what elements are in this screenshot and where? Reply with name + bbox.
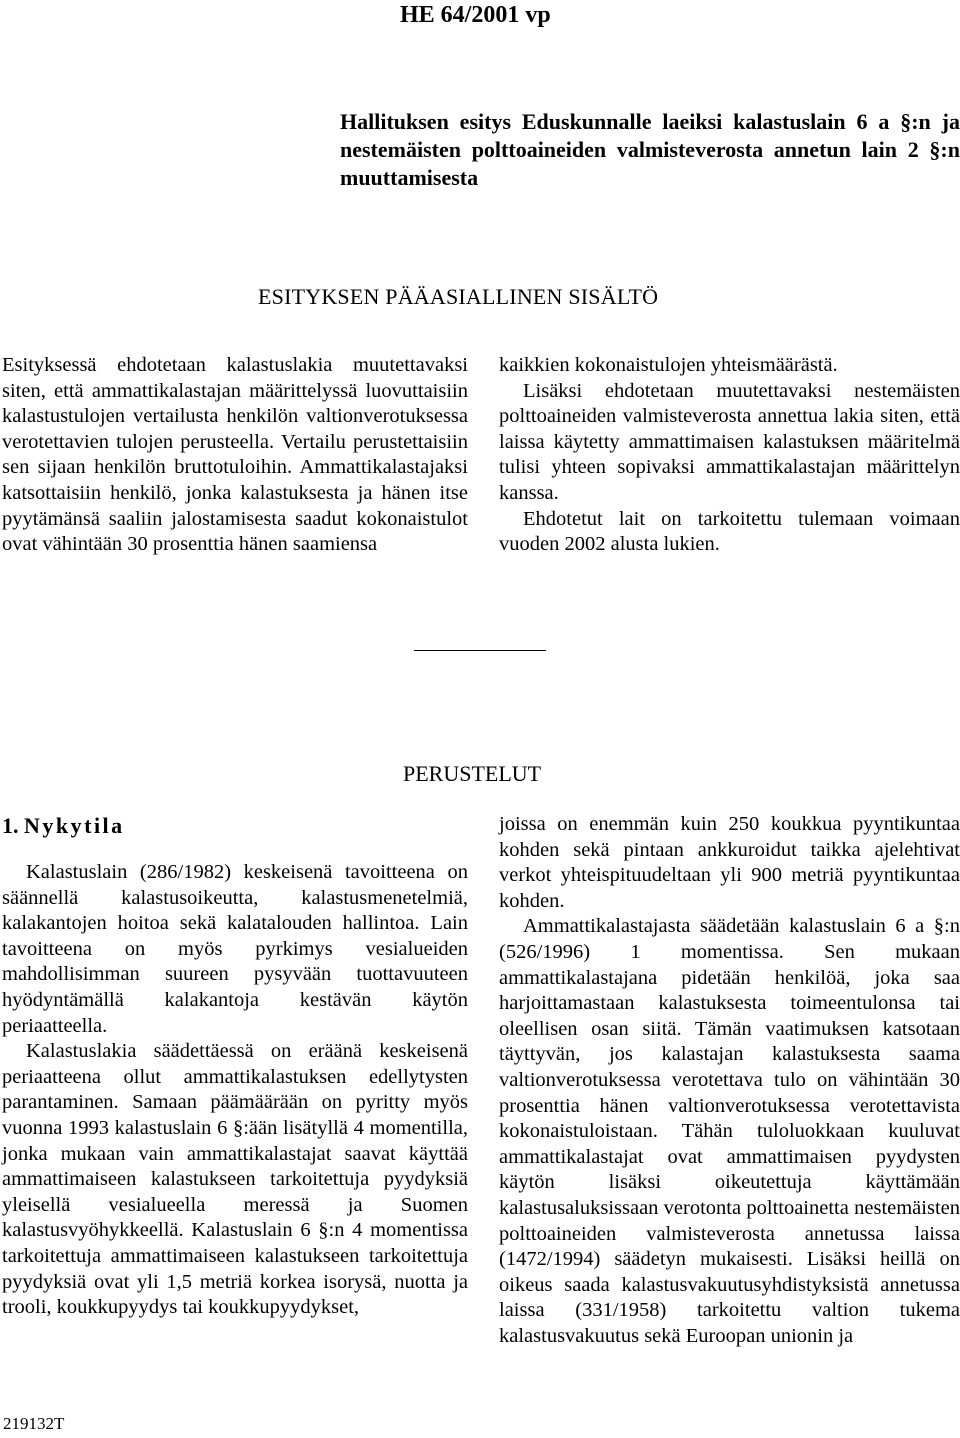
body-right-column [499, 812, 960, 1349]
section-heading [2, 812, 125, 840]
body-paragraph: joissa on enemmän kuin 250 koukkua pyyntikuntaa kohden sekä pintaan ankkuroidut taikka ajelehtivat verkot yhteispituudeltaan yli 900 metriä pyyntikuntaa kohden. [499, 813, 960, 912]
section-number: 1. [2, 813, 19, 838]
summary-heading: ESITYKSEN PÄÄASIALLINEN SISÄLTÖ [258, 284, 659, 309]
document-id: HE 64/2001 vp [400, 2, 551, 28]
summary-paragraph: kaikkien kokonaistulojen yhteismäärästä. [499, 354, 838, 376]
perustelut-heading: PERUSTELUT [403, 761, 542, 786]
body-paragraph: Kalastuslakia säädettäessä on eräänä keskeisenä periaatteena ollut ammattikalastuksen edellytysten parantaminen. Samaan päämäärään on pyritty myös vuonna 1993 kalastuslain 6 §:ään lisätyllä 4 momentilla, jonka mukaan vain ammattikalastajat saavat käyttää ammattimaiseen kalastukseen tarkoitettuja pyydyksiä yleisellä vesialueella meressä ja Suomen kalastusvyöhykkeellä. Kalastuslain 6 §:n 4 momentissa tarkoitettuja ammattimaiseen kalastukseen tarkoitettuja pyydyksiä ovat yli 1,5 metriä korkea isorysä, nuotta ja trooli, koukkupyydys tai koukkupyydykset, [2, 1040, 468, 1319]
footer-code: 219132T [3, 1414, 65, 1433]
summary-paragraph: Ehdotetut lait on tarkoitettu tulemaan voimaan vuoden 2002 alusta lukien. [499, 507, 960, 556]
summary-paragraph: Lisäksi ehdotetaan muutettavaksi nestemäisten polttoaineiden valmisteverosta annettua lakia siten, että laissa käytetty ammattimaisen kalastuksen määritelmä tulisi yhteen sopivaksi ammattikalastajan määrittelyn kanssa. [499, 379, 960, 504]
body-left-column [2, 860, 468, 1321]
section-divider [414, 650, 546, 651]
document-title: Hallituksen esitys Eduskunnalle laeiksi kalastuslain 6 a §:n ja nestemäisten polttoaineiden valmisteverosta annetun lain 2 §:n muuttamisesta [340, 109, 960, 190]
section-title: Nykytila [24, 813, 125, 838]
body-paragraph: Kalastuslain (286/1982) keskeisenä tavoitteena on säännellä kalastusoikeutta, kalastusmenetelmiä, kalakantojen hoitoa sekä kalatalouden hallintoa. Lain tavoitteena on myös pyrkimys vesialueiden mahdollisimman suureen pysyvään tuottavuuteen hyödyntämällä kalakantoja kestävän käytön periaatteella. [2, 861, 468, 1037]
body-paragraph: Ammattikalastajasta säädetään kalastuslain 6 a §:n (526/1996) 1 momentissa. Sen mukaan ammattikalastajana pidetään henkilöä, joka saa harjoittamastaan kalastuksesta toimeentulonsa tai oleellisen osan siitä. Tämän vaatimuksen katsotaan täyttyvän, jos kalastajan kalastuksesta saama valtionverotuksessa verotettava tulo on vähintään 30 prosenttia hänen valtionverotuksessa verotettavista kokonaistuloistaan. Tähän tuloluokkaan kuuluvat ammattikalastajat ovat ammattimaisen pyydysten käytön lisäksi oikeutettuja käyttämään kalastusaluksissaan verotonta polttoainetta nestemäisten polttoaineiden valmisteverosta annetussa laissa (1472/1994) säädetyn mukaisesti. Lisäksi heillä on oikeus saada kalastusvakuutusyhdistyksistä annetussa laissa (331/1958) tarkoitettu valtion tukema kalastusvakuutus sekä Euroopan unionin ja [499, 915, 960, 1347]
summary-paragraph: Esityksessä ehdotetaan kalastuslakia muutettavaksi siten, että ammattikalastajan määrittelyssä luovuttaisiin kalastustulojen vertailusta henkilön valtionverotuksessa verotettavien tulojen perusteella. Vertailu perustettaisiin sen sijaan henkilön bruttotuloihin. Ammattikalastajaksi katsottaisiin henkilö, jonka kalastuksesta ja hänen itse pyytämänsä saaliin jalostamisesta saadut kokonaistulot ovat vähintään 30 prosenttia hänen saamiensa [2, 354, 468, 556]
summary-left-column [2, 353, 468, 558]
summary-right-column [499, 353, 960, 558]
